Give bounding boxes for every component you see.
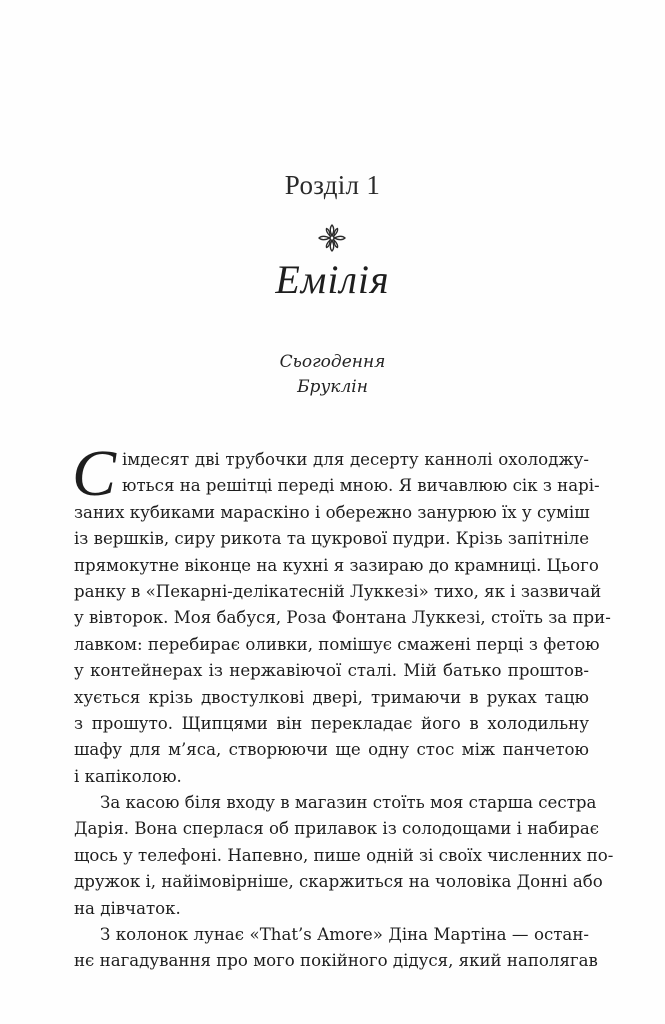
text-line: хується крізь двостулкові двері, тримаючи в руках тацю [74, 687, 589, 707]
text-line: ранку в «Пекарні-делікатесній Луккезі» тихо, як і зазвичай [74, 581, 602, 601]
subheading-time: Сьогодення [279, 352, 386, 372]
subheading-place: Бруклін [297, 377, 368, 397]
text-line: шафу для м’яса, створюючи ще одну стос між панчетою [74, 740, 589, 760]
chapter-number: Розділ 1 [284, 170, 381, 200]
body-text [72, 437, 614, 975]
drop-cap: С [72, 437, 117, 510]
text-line: прямокутне віконце на кухні я зазираю до крамниці. Цього [74, 555, 599, 575]
text-line: і капіколою. [74, 766, 182, 786]
text-line: дружок і, найімовірніше, скаржиться на чоловіка Донні або [74, 872, 603, 892]
text-line: заних кубиками мараскіно і обережно занурюю їх у суміш [74, 502, 590, 522]
text-line: у контейнерах із нержавіючої сталі. Мій батько проштов- [74, 661, 589, 681]
text-line: у вівторок. Моя бабуся, Роза Фонтана Луккезі, стоїть за при- [74, 608, 611, 628]
text-line: нє нагадування про мого покійного дідуся, який наполягав [74, 951, 598, 971]
text-line: на дівчаток. [74, 898, 181, 918]
text-line: лавком: перебирає оливки, помішує смажені перці з фетою [74, 634, 600, 654]
text-line: Дарія. Вона сперлася об прилавок із солодощами і набирає [74, 819, 600, 839]
text-line: з прошуто. Щипцями він перекладає його в холодильну [74, 713, 589, 733]
text-line: із вершків, сиру рикота та цукрової пудри. Крізь запітніле [74, 529, 590, 549]
flower-ornament-icon [316, 222, 348, 254]
text-line: З колонок лунає «That’s Amore» Діна Мартіна — остан- [100, 925, 589, 945]
text-line: імдесят дві трубочки для десерту каннолі охолоджу- [122, 450, 589, 469]
text-line: ються на решітці переді мною. Я вичавлюю сік з нарі- [122, 476, 600, 496]
chapter-title: Емілія [275, 257, 390, 302]
text-line: За касою біля входу в магазин стоїть моя старша сестра [100, 793, 597, 813]
text-line: щось у телефоні. Напевно, пише одній зі своїх численних по- [74, 845, 614, 865]
